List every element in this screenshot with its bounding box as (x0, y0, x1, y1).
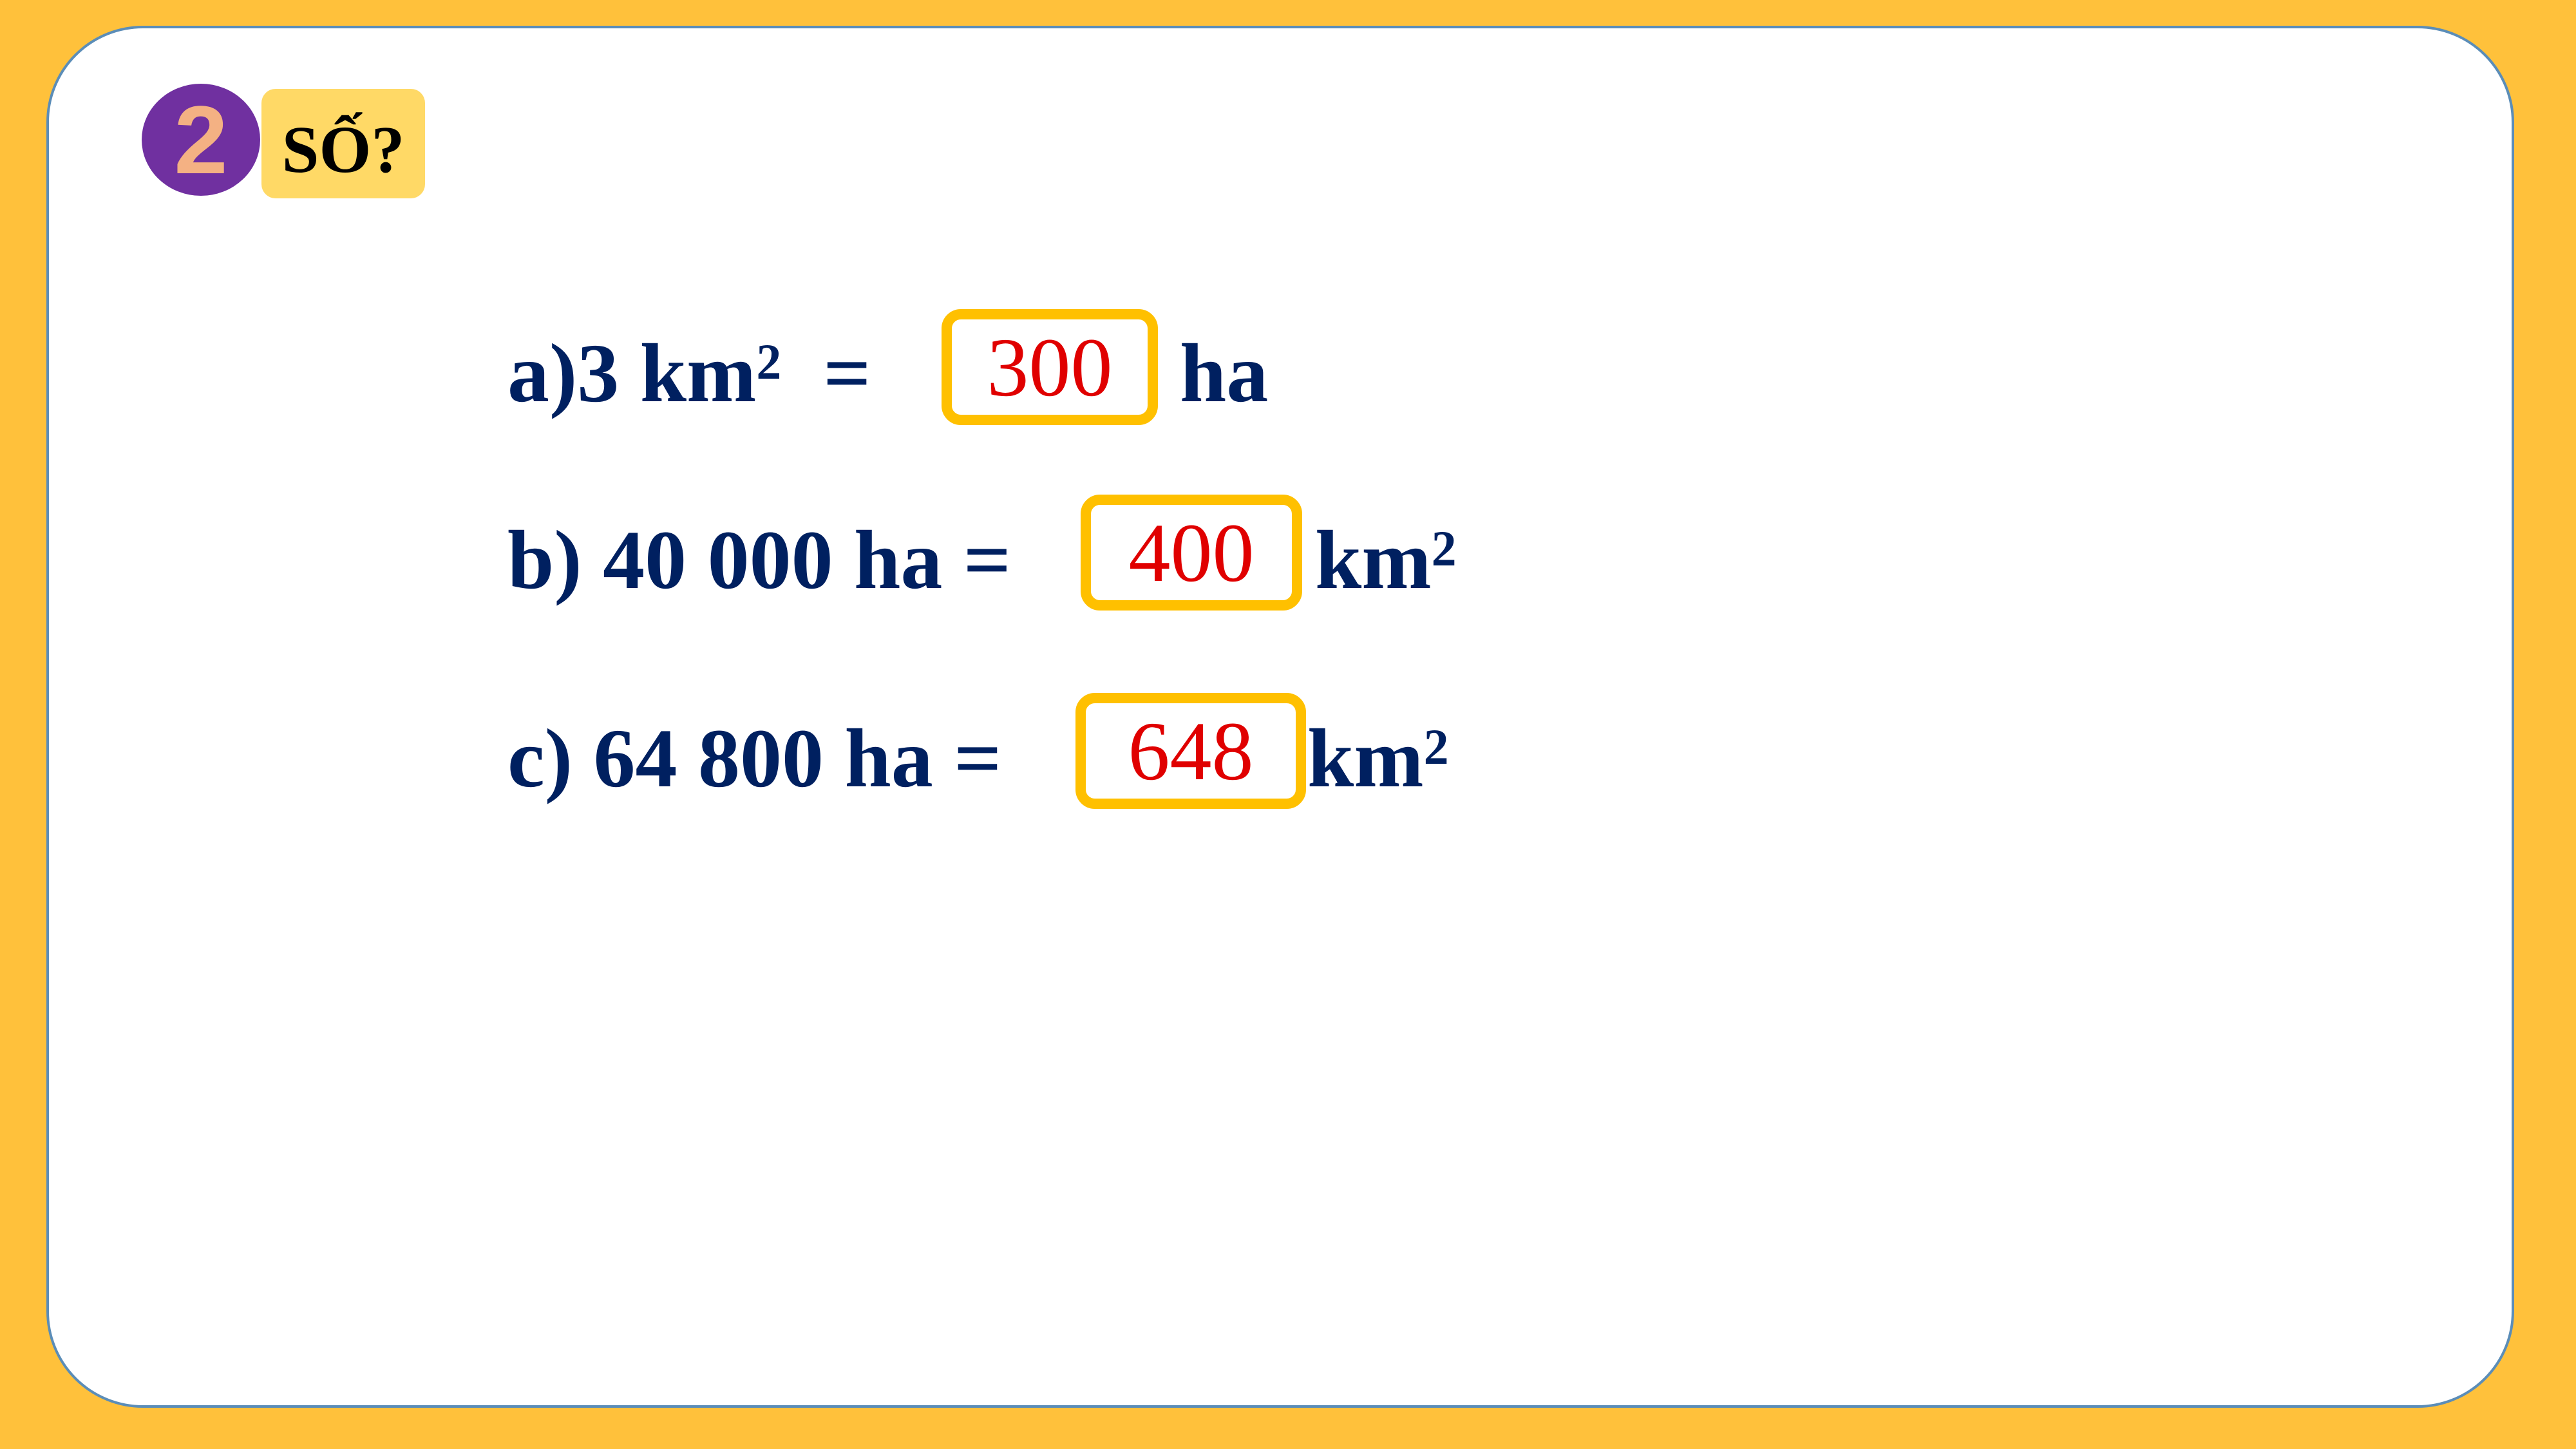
exercise-title: SỐ? (261, 89, 425, 198)
unit-c-superscript: 2 (1423, 719, 1449, 775)
question-row-b (507, 496, 1011, 625)
question-a-prefix: a)3 km (507, 327, 757, 420)
answer-box-a[interactable]: 300 (942, 309, 1158, 425)
question-row-a (507, 309, 871, 438)
unit-b (1315, 496, 1457, 625)
unit-b-label: km (1315, 514, 1432, 607)
question-c-prefix: c) 64 800 ha = (507, 712, 1002, 805)
unit-c (1307, 694, 1449, 823)
unit-c-label: km (1307, 712, 1424, 805)
unit-a (1180, 309, 1268, 438)
question-a-superscript: 2 (756, 334, 782, 390)
question-b-prefix: b) 40 000 ha = (507, 514, 1011, 607)
question-a-equals: = (781, 327, 871, 420)
exercise-number-badge: 2 (142, 84, 260, 196)
unit-b-superscript: 2 (1431, 520, 1457, 576)
question-row-c (507, 694, 1001, 823)
unit-a-label: ha (1180, 327, 1269, 420)
answer-box-c[interactable]: 648 (1075, 693, 1306, 809)
answer-box-b[interactable]: 400 (1081, 495, 1302, 611)
